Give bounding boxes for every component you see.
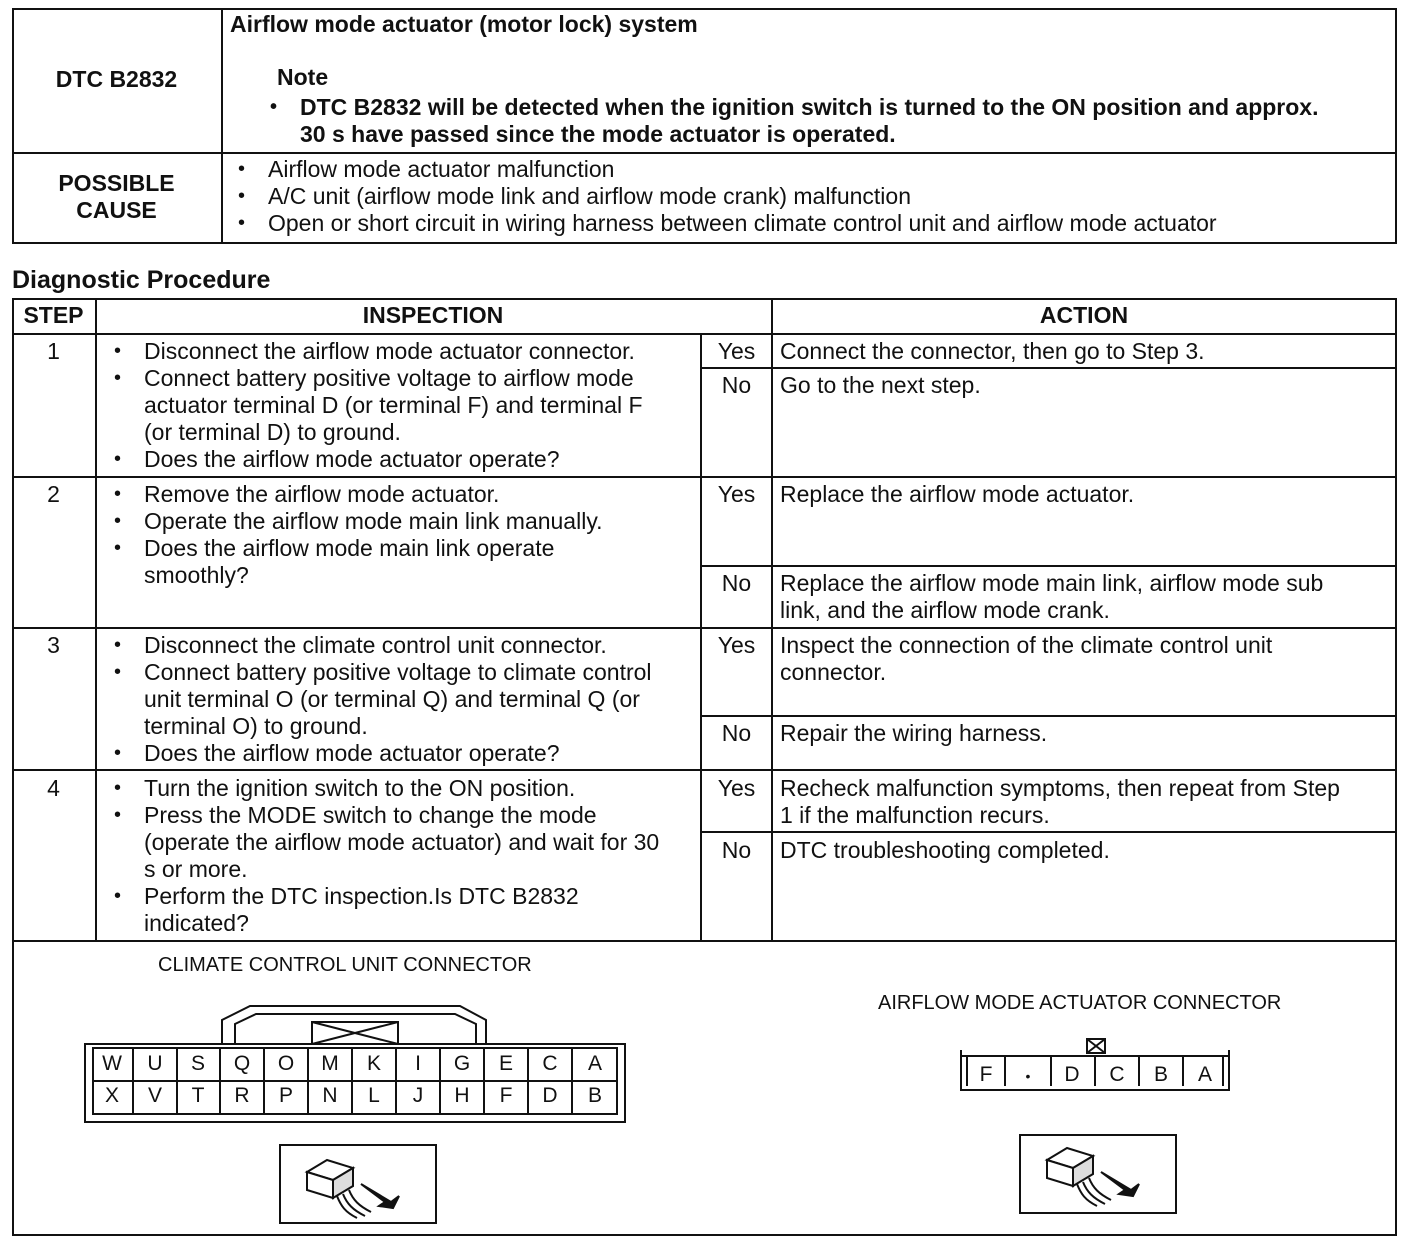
- yes-no-divider-3: [700, 715, 1397, 717]
- climate-pin-O: O: [277, 1052, 295, 1075]
- step4-inspection-5: • Perform the DTC inspection.Is DTC B2832: [144, 883, 579, 910]
- procedure-heading: Diagnostic Procedure: [12, 266, 271, 294]
- yes-no-divider-2: [700, 565, 1397, 567]
- step4-inspection-2: • Press the MODE switch to change the mode: [144, 802, 597, 829]
- step1-inspection-4: (or terminal D) to ground.: [144, 419, 401, 445]
- climate-pin-I: I: [415, 1052, 421, 1075]
- step3-inspection-5: • Does the airflow mode actuator operate?: [144, 740, 560, 767]
- climate-pin-W: W: [102, 1052, 122, 1075]
- dtc-title: Airflow mode actuator (motor lock) system: [230, 11, 698, 37]
- step2-no-action-1: Replace the airflow mode main link, airflow mode sub: [780, 570, 1324, 596]
- step3-inspection-3: unit terminal O (or terminal Q) and terminal Q (or: [144, 686, 640, 712]
- cause-item-2: • A/C unit (airflow mode link and airflow mode crank) malfunction: [268, 183, 911, 210]
- step4-inspection-1: • Turn the ignition switch to the ON position.: [144, 775, 575, 802]
- climate-pin-E: E: [498, 1052, 513, 1075]
- step3-inspection-2: • Connect battery positive voltage to climate control: [144, 659, 652, 686]
- step2-inspection-1: • Remove the airflow mode actuator.: [144, 481, 499, 508]
- climate-pin-M: M: [321, 1052, 339, 1075]
- actuator-pin-blank: •: [1025, 1068, 1031, 1084]
- step1-no-action: Go to the next step.: [780, 372, 981, 398]
- yes-no-divider-4: [700, 831, 1397, 833]
- yes-no-divider-1: [700, 367, 1397, 369]
- step-divider-4: [12, 940, 1397, 942]
- step2-inspection-3: • Does the airflow mode main link operate: [144, 535, 554, 562]
- step2-no-action-2: link, and the airflow mode crank.: [780, 597, 1110, 623]
- step4-inspection-3: (operate the airflow mode actuator) and wait for 30: [144, 829, 660, 855]
- climate-connector-title: CLIMATE CONTROL UNIT CONNECTOR: [158, 954, 532, 976]
- climate-pin-U: U: [147, 1052, 163, 1075]
- climate-pin-C: C: [542, 1052, 558, 1075]
- step4-inspection-4: s or more.: [144, 856, 248, 882]
- climate-pin-R: R: [234, 1084, 250, 1107]
- step3-no-action: Repair the wiring harness.: [780, 720, 1048, 746]
- header-action: ACTION: [1039, 302, 1129, 328]
- step1-inspection-5: • Does the airflow mode actuator operate?: [144, 446, 560, 473]
- climate-pin-N: N: [322, 1084, 338, 1107]
- climate-pin-S: S: [190, 1052, 205, 1075]
- step3-no: No: [721, 720, 752, 746]
- step3-yes-action-2: connector.: [780, 659, 887, 685]
- dtc-table-row-divider: [12, 152, 1397, 154]
- climate-pin-Q: Q: [233, 1052, 251, 1075]
- step-number: 4: [47, 775, 60, 801]
- step4-yes-action-1: Recheck malfunction symptoms, then repeat from Step: [780, 775, 1340, 801]
- climate-pin-X: X: [104, 1084, 119, 1107]
- step-divider-1: [12, 476, 1397, 478]
- step1-inspection-3: actuator terminal D (or terminal F) and terminal F: [144, 392, 643, 418]
- actuator-connector-title: AIRFLOW MODE ACTUATOR CONNECTOR: [878, 992, 1282, 1014]
- step3-inspection-4: terminal O) to ground.: [144, 713, 368, 739]
- step4-no: No: [721, 837, 752, 863]
- actuator-pin-C: C: [1109, 1063, 1125, 1086]
- possible-cause-label-2: CAUSE: [76, 197, 157, 223]
- step1-inspection-1: • Disconnect the airflow mode actuator connector.: [144, 338, 635, 365]
- note-heading: Note: [277, 64, 329, 90]
- actuator-pin-A: A: [1197, 1063, 1212, 1086]
- step3-inspection-1: • Disconnect the climate control unit connector.: [144, 632, 607, 659]
- actuator-pin-B: B: [1153, 1063, 1168, 1086]
- step-number: 3: [47, 632, 60, 658]
- step4-yes: Yes: [717, 775, 756, 801]
- step1-yes-action: Connect the connector, then go to Step 3.: [780, 338, 1205, 364]
- step-col-divider: [95, 298, 97, 942]
- harness-side-view-icon: [279, 1144, 437, 1224]
- step-divider-2: [12, 627, 1397, 629]
- dtc-label: DTC B2832: [55, 66, 178, 92]
- step3-yes: Yes: [717, 632, 756, 658]
- step4-inspection-6: indicated?: [144, 910, 249, 936]
- possible-cause-label-1: POSSIBLE: [58, 170, 175, 196]
- procedure-header-divider: [12, 333, 1397, 335]
- climate-pin-H: H: [454, 1084, 470, 1107]
- step1-inspection-2: • Connect battery positive voltage to airflow mode: [144, 365, 634, 392]
- step-divider-3: [12, 769, 1397, 771]
- climate-pin-T: T: [191, 1084, 205, 1107]
- header-step: STEP: [23, 302, 84, 328]
- step4-yes-action-2: 1 if the malfunction recurs.: [780, 802, 1050, 828]
- note-line-2: 30 s have passed since the mode actuator is operated.: [300, 121, 896, 147]
- action-col-divider: [771, 298, 773, 942]
- climate-pin-V: V: [147, 1084, 162, 1107]
- step2-inspection-2: • Operate the airflow mode main link manually.: [144, 508, 603, 535]
- step-number: 2: [47, 481, 60, 507]
- step2-yes-action: Replace the airflow mode actuator.: [780, 481, 1135, 507]
- step3-yes-action-1: Inspect the connection of the climate control unit: [780, 632, 1273, 658]
- climate-pin-F: F: [499, 1084, 513, 1107]
- step1-yes: Yes: [717, 338, 756, 364]
- climate-pin-P: P: [278, 1084, 293, 1107]
- step2-no: No: [721, 570, 752, 596]
- cause-item-1: • Airflow mode actuator malfunction: [268, 156, 614, 183]
- step4-no-action: DTC troubleshooting completed.: [780, 837, 1110, 863]
- cause-item-3: • Open or short circuit in wiring harness between climate control unit and airflow mode actuator: [268, 210, 1217, 237]
- step2-inspection-4: smoothly?: [144, 562, 249, 588]
- climate-pin-L: L: [368, 1084, 380, 1107]
- climate-pin-B: B: [587, 1084, 602, 1107]
- dtc-table-divider: [221, 8, 223, 244]
- climate-pin-K: K: [366, 1052, 381, 1075]
- climate-pin-J: J: [412, 1084, 424, 1107]
- climate-pin-D: D: [542, 1084, 558, 1107]
- actuator-pin-F: F: [979, 1063, 993, 1086]
- climate-pin-A: A: [587, 1052, 602, 1075]
- actuator-pin-D: D: [1064, 1063, 1080, 1086]
- harness-side-view-icon: [1019, 1134, 1177, 1214]
- step2-yes: Yes: [717, 481, 756, 507]
- note-line-1: • DTC B2832 will be detected when the ignition switch is turned to the ON position and approx.: [300, 94, 1318, 121]
- climate-pin-G: G: [453, 1052, 471, 1075]
- step-number: 1: [47, 338, 60, 364]
- step1-no: No: [721, 372, 752, 398]
- header-inspection: INSPECTION: [362, 302, 504, 328]
